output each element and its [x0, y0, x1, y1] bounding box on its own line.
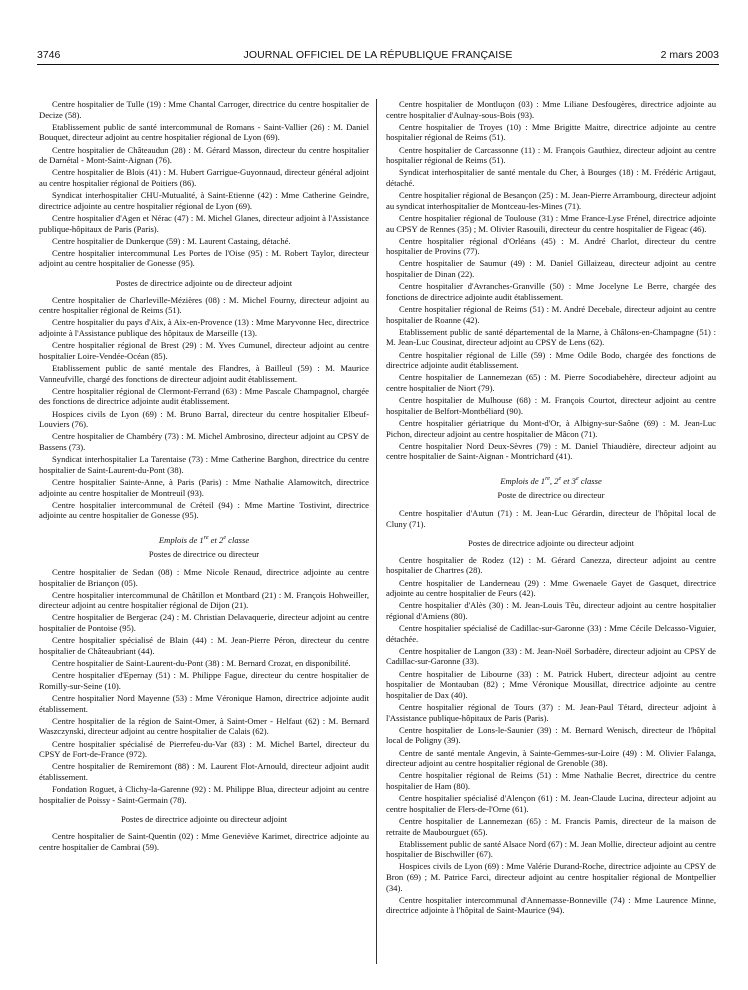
appointment-entry: Centre hospitalier régional de Toulouse (31) : Mme France-Lyse Frénel, directrice adjointe au CPSY de Rennes (35) ; M. Olivier Rasouili, directeur du centre hospitalier de Figeac (46).	[386, 212, 716, 234]
appointment-entry: Centre hospitalier de Bergerac (24) : M. Christian Delavaquerie, directeur adjoint au centre hospitalier de Pontoise (95).	[39, 612, 369, 634]
appointment-entry: Centre hospitalier intercommunal Les Portes de l'Oise (95) : M. Robert Taylor, directeur adjoint au centre hospitalier de Gonesse (95).	[39, 247, 369, 269]
appointment-entry: Centre hospitalier de Châteaudun (28) : M. Gérard Masson, directeur du centre hospitalier de Darnétal - Mont-Saint-Aignan (76).	[39, 144, 369, 166]
appointment-entry: Centre hospitalier de Landerneau (29) : Mme Gwenaele Gayet de Gasquet, directrice adjointe au centre hospitalier de Feurs (42).	[386, 577, 716, 599]
appointment-entry: Centre hospitalier régional de Lille (59) : Mme Odile Bodo, chargée des fonctions de directrice adjointe audit établissement.	[386, 349, 716, 371]
section-heading: Emplois de 1re, 2e et 3e classe	[500, 475, 602, 486]
appointment-entry: Etablissement public de santé départemental de la Marne, à Châlons-en-Champagne (51) : M. Jean-Luc Cousinat, directeur adjoint au CPSY de Lens (62).	[386, 326, 716, 348]
appointment-entry: Centre hospitalier intercommunal de Créteil (94) : Mme Martine Tostivint, directrice adjointe au centre hospitalier de Gonesse (95).	[39, 499, 369, 521]
appointment-entry: Centre hospitalier spécialisé de Cadillac-sur-Garonne (33) : Mme Cécile Delcasso-Viguier, détachée.	[386, 623, 716, 644]
appointment-entry: Syndicat interhospitalier La Tarentaise (73) : Mme Catherine Barghon, directrice du centre hospitalier de Saint-Laurent-du-Pont (38).	[39, 454, 369, 475]
appointment-entry: Centre hospitalier gériatrique du Mont-d'Or, à Albigny-sur-Saône (69) : M. Jean-Luc Pichon, directeur adjoint au centre hospitalier de Mâcon (71).	[386, 417, 716, 439]
appointment-entry: Centre hospitalier de Tulle (19) : Mme Chantal Carroger, directrice du centre hospitalier de Decize (58).	[39, 99, 369, 120]
appointment-entry: Hospices civils de Lyon (69) : M. Bruno Barral, directeur du centre hospitalier Elbeuf-Louviers (76).	[39, 408, 369, 430]
appointment-entry: Centre hospitalier régional de Besançon (25) : M. Jean-Pierre Arrambourg, directeur adjoint au syndicat interhospitalier de Montceau-les-Mines (71).	[386, 190, 716, 211]
appointment-entry: Centre hospitalier de Langon (33) : M. Jean-Noël Sorbadère, directeur adjoint au CPSY de Cadillac-sur-Garonne (33).	[386, 645, 716, 667]
appointment-entry: Centre hospitalier de Montluçon (03) : Mme Liliane Desfougères, directrice adjointe au centre hospitalier d'Aulnay-sous-Bois (93).	[386, 99, 716, 120]
appointment-entry: Centre hospitalier régional de Reims (51) : Mme Nathalie Becret, directrice du centre hospitalier de Ham (80).	[386, 770, 716, 791]
right-column	[386, 99, 716, 918]
page-header	[37, 49, 719, 63]
appointment-entry: Centre de santé mentale Angevin, à Sainte-Gemmes-sur-Loire (49) : M. Olivier Falanga, directeur adjoint au centre hospitalier régional de Grenoble (38).	[386, 747, 716, 769]
appointment-entry: Centre hospitalier de Chambéry (73) : M. Michel Ambrosino, directeur adjoint au CPSY de Bassens (73).	[39, 431, 369, 452]
appointment-entry: Centre hospitalier spécialisé de Blain (44) : M. Jean-Pierre Péron, directeur du centre hospitalier de Châteaubriant (44).	[39, 635, 369, 656]
section-heading: Poste de directrice ou directeur	[497, 490, 605, 501]
appointment-entry: Centre hospitalier Nord Mayenne (53) : Mme Véronique Hamon, directrice adjointe audit établissement.	[39, 693, 369, 714]
appointment-entry: Centre hospitalier d'Agen et Nérac (47) : M. Michel Glanes, directeur adjoint à l'Assistance publique-hôpitaux de Paris (Paris).	[39, 212, 369, 234]
appointment-entry: Syndicat interhospitalier CHU-Mutualité, à Saint-Etienne (42) : Mme Catherine Geindre, directrice adjointe au centre hospitalier régional de Lyon (69).	[39, 190, 369, 211]
section-heading: Postes de directrice ou directeur	[148, 549, 260, 560]
appointment-entry: Centre hospitalier d'Autun (71) : M. Jean-Luc Gérardin, directeur de l'hôpital local de Cluny (71).	[386, 507, 716, 529]
appointment-entry: Centre hospitalier spécialisé de Pierrefeu-du-Var (83) : M. Michel Bartel, directeur du CPSY de Fort-de-France (972).	[39, 738, 369, 760]
appointment-entry: Centre hospitalier de Saumur (49) : M. Daniel Gillaizeau, directeur adjoint au centre hospitalier de Dinan (22).	[386, 258, 716, 280]
appointment-entry: Centre hospitalier d'Alès (30) : M. Jean-Louis Têu, directeur adjoint au centre hospitalier régional d'Amiens (80).	[386, 600, 716, 621]
appointment-entry: Centre hospitalier de Saint-Laurent-du-Pont (38) : M. Bernard Crozat, en disponibilité.	[52, 658, 351, 669]
journal-title: JOURNAL OFFICIEL DE LA RÉPUBLIQUE FRANÇAISE	[243, 49, 513, 61]
appointment-entry: Centre hospitalier de Saint-Quentin (02) : Mme Geneviève Karimet, directrice adjointe au centre hospitalier de Cambrai (59).	[39, 830, 369, 852]
appointment-entry: Centre hospitalier régional de Brest (29) : M. Yves Cumunel, directeur adjoint au centre hospitalier Loire-Vendée-Océan (85).	[39, 340, 369, 361]
appointment-entry: Hospices civils de Lyon (69) : Mme Valérie Durand-Roche, directrice adjointe au CPSY de Bron (69) ; M. Patrice Farci, directeur adjoint au centre hospitalier régional de Montpellier (34).	[386, 861, 716, 893]
appointment-entry: Centre hospitalier de Troyes (10) : Mme Brigitte Maitre, directrice adjointe au centre hospitalier régional de Reims (51).	[386, 121, 716, 143]
appointment-entry: Centre hospitalier régional de Clermont-Ferrand (63) : Mme Pascale Champagnol, chargée des fonctions de directrice adjointe audit établissement.	[39, 385, 369, 407]
appointment-entry: Centre hospitalier de Libourne (33) : M. Patrick Hubert, directeur adjoint au centre hospitalier de Montauban (82) ; Mme Véronique Mousillat, directrice adjointe au centre hospitalier de Dax (40).	[386, 668, 716, 700]
appointment-entry: Centre hospitalier intercommunal d'Annemasse-Bonneville (74) : Mme Laurence Minne, directrice adjointe à l'hôpital de Saint-Maurice (94).	[386, 894, 716, 916]
appointment-entry: Centre hospitalier de Dunkerque (59) : M. Laurent Castaing, détaché.	[52, 235, 291, 246]
section-heading: Emplois de 1re et 2e classe	[158, 534, 250, 545]
appointment-entry: Centre hospitalier d'Epernay (51) : M. Philippe Fague, directeur du centre hospitalier de Romilly-sur-Seine (10).	[39, 670, 369, 691]
appointment-entry: Centre hospitalier Nord Deux-Sèvres (79) : M. Daniel Thiaudière, directeur adjoint au centre hospitalier de Saint-Aignan - Montrichard (41).	[386, 440, 716, 462]
appointment-entry: Etablissement public de santé Alsace Nord (67) : M. Jean Mollie, directeur adjoint au centre hospitalier de Bischwiller (67).	[386, 838, 716, 860]
appointment-entry: Etablissement public de santé mentale des Flandres, à Bailleul (59) : M. Maurice Vanneufville, chargé des fonctions de directeur adjoint audit établissement.	[39, 363, 369, 384]
appointment-entry: Centre hospitalier spécialisé d'Alençon (61) : M. Jean-Claude Lucina, directeur adjoint au centre hospitalier de Flers-de-l'Orne (61).	[386, 793, 716, 814]
left-column	[39, 99, 369, 854]
appointment-entry: Centre hospitalier Sainte-Anne, à Paris (Paris) : Mme Nathalie Alamowitch, directrice adjointe au centre hospitalier de Montreuil (93).	[39, 476, 369, 498]
column-divider	[376, 99, 377, 964]
publication-date: 2 mars 2003	[660, 49, 719, 61]
appointment-entry: Centre hospitalier de Remiremont (88) : M. Laurent Flot-Arnould, directeur adjoint audit établissement.	[39, 761, 369, 782]
appointment-entry: Syndicat interhospitalier de santé mentale du Cher, à Bourges (18) : M. Frédéric Artigaut, détaché.	[386, 167, 716, 188]
appointment-entry: Etablissement public de santé intercommunal de Romans - Saint-Vallier (26) : M. Daniel Bouquet, directeur adjoint au centre hospitalier régional de Lyon (69).	[39, 121, 369, 143]
appointment-entry: Centre hospitalier de Lannemezan (65) : M. Francis Pamis, directeur de la maison de retraite de Maubourguet (65).	[386, 815, 716, 837]
section-heading: Postes de directrice adjointe ou directeur adjoint	[120, 814, 288, 825]
appointment-entry: Centre hospitalier de Lons-le-Saunier (39) : M. Bernard Wenisch, directeur de l'hôpital local de Poligny (39).	[386, 724, 716, 746]
appointment-entry: Centre hospitalier de Charleville-Mézières (08) : M. Michel Fourny, directeur adjoint au centre hospitalier régional de Reims (51).	[39, 294, 369, 316]
appointment-entry: Fondation Roguet, à Clichy-la-Garenne (92) : M. Philippe Blua, directeur adjoint au centre hospitalier de Poissy - Saint-Germain (78).	[39, 784, 369, 805]
appointment-entry: Centre hospitalier du pays d'Aix, à Aix-en-Provence (13) : Mme Maryvonne Hec, directrice adjointe à l'Assistance publique des hôpitaux de Marseille (13).	[39, 317, 369, 339]
section-heading: Postes de directrice adjointe ou de directeur adjoint	[115, 278, 293, 289]
appointment-entry: Centre hospitalier d'Avranches-Granville (50) : Mme Jocelyne Le Berre, chargée des fonctions de directrice adjointe audit établissement.	[386, 281, 716, 302]
appointment-entry: Centre hospitalier intercommunal de Châtillon et Montbard (21) : M. François Hohweiller, directeur adjoint au centre hospitalier régional de Dijon (21).	[39, 589, 369, 611]
appointment-entry: Centre hospitalier de la région de Saint-Omer, à Saint-Omer - Helfaut (62) : M. Bernard Waszczynski, directeur adjoint au centre hospitalier de Calais (62).	[39, 715, 369, 737]
appointment-entry: Centre hospitalier de Mulhouse (68) : M. François Courtot, directeur adjoint au centre hospitalier de Belfort-Montbéliard (90).	[386, 395, 716, 416]
appointment-entry: Centre hospitalier de Lannemezan (65) : M. Pierre Socodiabehère, directeur adjoint au centre hospitalier de Niort (79).	[386, 372, 716, 393]
appointment-entry: Centre hospitalier régional de Reims (51) : M. André Decebale, directeur adjoint au centre hospitalier de Roanne (42).	[386, 304, 716, 325]
appointment-entry: Centre hospitalier régional de Tours (37) : M. Jean-Paul Tétard, directeur adjoint à l'Assistance publique-hôpitaux de Paris (Paris).	[386, 702, 716, 723]
appointment-entry: Centre hospitalier de Rodez (12) : M. Gérard Canezza, directeur adjoint au centre hospitalier de Chartres (28).	[386, 554, 716, 576]
page-number: 3746	[37, 49, 61, 61]
header-rule	[37, 64, 719, 65]
appointment-entry: Centre hospitalier de Carcassonne (11) : M. François Gauthiez, directeur adjoint au centre hospitalier régional de Reims (51).	[386, 144, 716, 166]
appointment-entry: Centre hospitalier de Sedan (08) : Mme Nicole Renaud, directrice adjointe au centre hospitalier de Briançon (05).	[39, 566, 369, 588]
appointment-entry: Centre hospitalier de Blois (41) : M. Hubert Garrigue-Guyonnaud, directeur général adjoint au centre hospitalier régional de Poitiers (86).	[39, 167, 369, 188]
section-heading: Postes de directrice adjointe ou directeur adjoint	[467, 538, 635, 549]
appointment-entry: Centre hospitalier régional d'Orléans (45) : M. André Charlot, directeur du centre hospitalier de Provins (77).	[386, 235, 716, 257]
